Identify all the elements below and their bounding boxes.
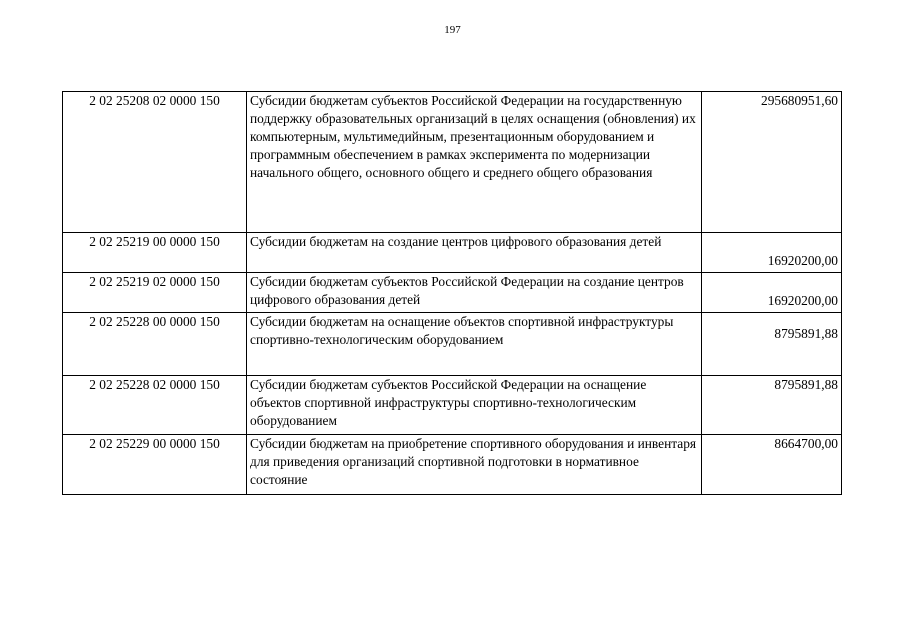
budget-revenue-table [62, 91, 842, 495]
table-row [63, 435, 842, 495]
table-row [63, 313, 842, 376]
amount: 8795891,88 [702, 313, 842, 376]
budget-code: 2 02 25219 00 0000 150 [63, 233, 247, 273]
budget-code: 2 02 25228 00 0000 150 [63, 313, 247, 376]
table-row [63, 233, 842, 273]
budget-code: 2 02 25228 02 0000 150 [63, 376, 247, 435]
budget-code: 2 02 25229 00 0000 150 [63, 435, 247, 495]
revenue-description: Субсидии бюджетам субъектов Российской Федерации на оснащение объектов спортивной инфраструктуры спортивно-технологическим оборудованием [247, 376, 702, 435]
page-number: 197 [444, 24, 461, 36]
amount: 16920200,00 [702, 233, 842, 273]
revenue-description: Субсидии бюджетам субъектов Российской Федерации на создание центров цифрового образования детей [247, 273, 702, 313]
amount: 8664700,00 [702, 435, 842, 495]
table-row [63, 376, 842, 435]
budget-code: 2 02 25208 02 0000 150 [63, 92, 247, 233]
revenue-description: Субсидии бюджетам на создание центров цифрового образования детей [247, 233, 702, 273]
table-row [63, 273, 842, 313]
amount: 16920200,00 [702, 273, 842, 313]
revenue-description: Субсидии бюджетам субъектов Российской Федерации на государственную поддержку образовательных организаций в целях оснащения (обновления) их компьютерным, мультимедийным, презентационным оборудованием и программным обеспечением в рамках эксперимента по модернизации начального общего, основного общего и среднего общего образования [247, 92, 702, 233]
budget-code: 2 02 25219 02 0000 150 [63, 273, 247, 313]
revenue-description: Субсидии бюджетам на оснащение объектов спортивной инфраструктуры спортивно-технологическим оборудованием [247, 313, 702, 376]
amount: 295680951,60 [702, 92, 842, 233]
table-row [63, 92, 842, 233]
amount: 8795891,88 [702, 376, 842, 435]
revenue-description: Субсидии бюджетам на приобретение спортивного оборудования и инвентаря для приведения организаций спортивной подготовки в нормативное состояние [247, 435, 702, 495]
